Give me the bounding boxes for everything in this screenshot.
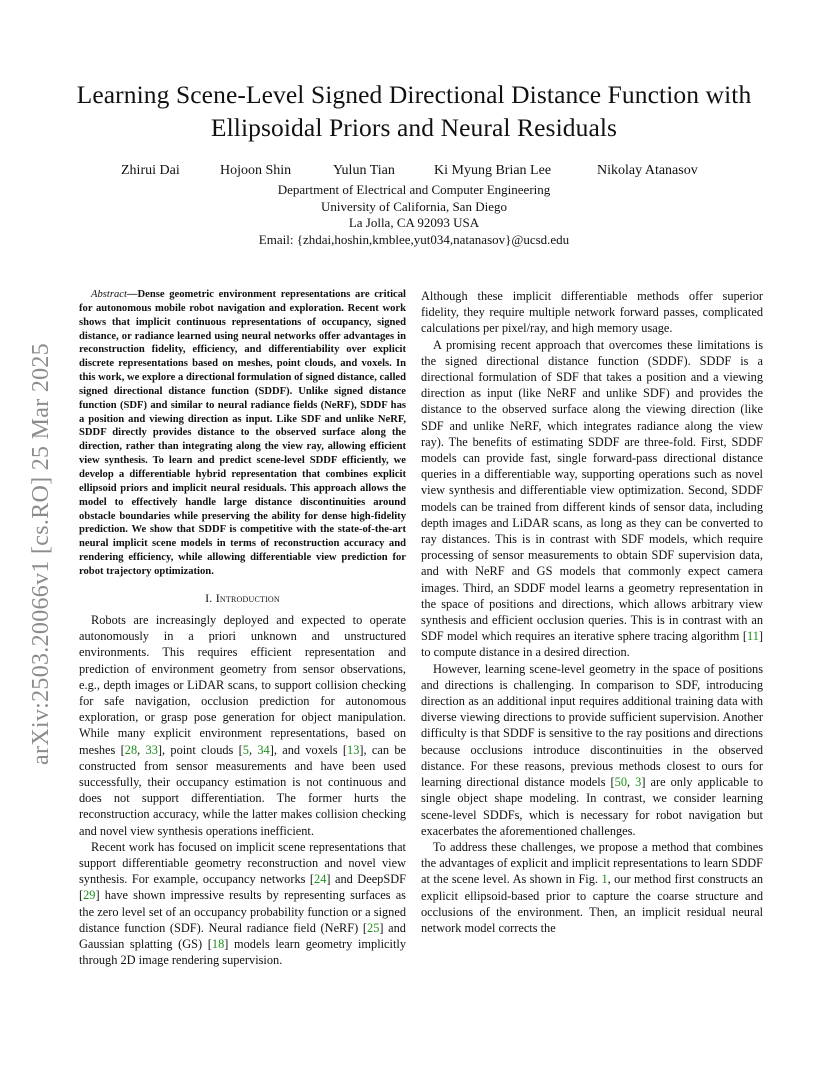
right-column [421, 288, 763, 936]
paragraph: Recent work has focused on implicit scene representations that support differentiable geometry reconstruction and novel view synthesis. For example, occupancy networks [24] and DeepSDF [29] have shown impressive results by representing surfaces as the zero level set of an occupancy probability function or a signed distance function (SDF). Neural radiance field (NeRF) [25] and Gaussian splatting (GS) [18] models learn geometry implicitly through 2D image rendering supervision. [79, 839, 406, 968]
abstract-text: —Dense geometric environment representations are critical for autonomous mobile robot navigation and exploration. Recent work shows that implicit continuous representations of occupancy, signed distance, or radiance learned using neural networks offer advantages in reconstruction fidelity, efficiency, and differentiability over explicit discrete representations based on meshes, point clouds, and voxels. In this work, we explore a directional formulation of signed distance, called signed directional distance function (SDDF). Unlike signed distance function (SDF) and similar to neural radiance fields (NeRF), SDDF has a position and viewing direction as input. Like SDF and unlike NeRF, SDDF directly provides distance to the observed surface along the direction, rather than integrating along the view ray, allowing efficient view synthesis. To learn and predict scene-level SDDF efficiently, we develop a differentiable hybrid representation that combines explicit ellipsoid priors and implicit neural residuals. This approach allows the model to effectively handle large distance discontinuities around obstacle boundaries while preserving the ability for dense high-fidelity prediction. We show that SDDF is competitive with the state-of-the-art neural implicit scene models in terms of reconstruction accuracy and rendering efficiency, while allowing differentiable view prediction for robot trajectory optimization. [79, 289, 406, 577]
paragraph: Robots are increasingly deployed and expected to operate autonomously in a priori unknown and unstructured environments. This requires efficient representation and prediction of environment geometry from sensor observations, e.g., depth images or LiDAR scans, to support collision checking for safe navigation, occlusion prediction for autonomous exploration, or grasp pose generation for object manipulation. While many explicit environment representations, based on meshes [28, 33], point clouds [5, 34], and voxels [13], can be constructed from sensor measurements and have been used successfully, their occupancy estimation is not continuous and does not support differentiation. The former hurts the reconstruction accuracy, while the latter makes collision checking and novel view synthesis operations inefficient. [79, 612, 407, 838]
citation-link[interactable]: 50 [614, 775, 628, 790]
citation-link[interactable]: 5 [242, 742, 249, 757]
author-name: Yulun Tian [333, 163, 395, 178]
paragraph: However, learning scene-level geometry in the space of positions and directions is challenging. In comparison to SDF, introducing direction as an additional input requires additional training data with diverse viewing directions to provide sufficient supervision. Another difficulty is that SDDF is sensitive to the ray positions and directions because occlusions introduce discontinuities in the observed distance. For these reasons, previous methods closest to ours for learning directional distance models [50, 3] are only applicable to single object shape modeling. In contrast, we consider learning scene-level SDDFs, which is necessary for robot navigation but exacerbates the aforementioned challenges. [421, 661, 764, 838]
author-name: Zhirui Dai [121, 163, 180, 178]
section-number: I. [205, 590, 216, 605]
affiliation-block [0, 182, 828, 248]
address: La Jolla, CA 92093 USA [348, 215, 480, 230]
section-title: Introduction [215, 590, 280, 605]
citation-link[interactable]: 18 [211, 936, 225, 951]
paragraph: To address these challenges, we propose a method that combines the advantages of explicit and implicit representations to learn SDDF at the scene level. As shown in Fig. 1, our method first constructs an explicit ellipsoid-based prior to capture the coarse structure and occlusions of the environment. Then, an implicit residual neural network model corrects the [421, 839, 763, 935]
paragraph: Although these implicit differentiable methods offer superior fidelity, they require multiple network forward passes, complicated calculations per pixel/ray, and high memory usage. [421, 289, 763, 336]
author-name: Nikolay Atanasov [597, 163, 698, 178]
author-name: Ki Myung Brian Lee [434, 163, 552, 178]
citation-link[interactable]: 25 [367, 920, 380, 935]
email: Email: {zhdai,hoshin,kmblee,yut034,natanasov}@ucsd.edu [258, 231, 570, 247]
citation-link[interactable]: 28 [124, 742, 138, 757]
left-column [79, 288, 406, 968]
figure-link[interactable]: 1 [601, 872, 608, 887]
section-heading [79, 590, 406, 606]
paragraph: A promising recent approach that overcomes these limitations is the signed directional distance function (SDDF). SDDF is a directional formulation of SDF that takes a position and a viewing direction as input (like NeRF and unlike SDF) and provides the distance to the observed surface along the viewing direction (like SDF and unlike NeRF, which integrates radiance along the view ray). The benefits of estimating SDDF are three-fold. First, SDDF models can provide fast, single forward-pass directional distance queries in a differentiable way, supporting operations such as novel view synthesis and differentiable view optimization. Second, SDDF models can be trained from different kinds of sensor data, including depth images and LiDAR scans, as long as they can be converted to ray distances. This is in contrast with SDF models, which require processing of sensor measurements to obtain SDF supervision data, and with NeRF and GS models that commonly expect camera images. Third, an SDDF model learns a geometry representation in the space of positions and directions, which allows arbitrary view synthesis and efficient occlusion queries. This is in contrast with an SDF model which requires an iterative sphere tracing algorithm [11] to compute distance in a desired direction. [421, 337, 763, 660]
abstract [79, 288, 406, 579]
citation-link[interactable]: 13 [347, 742, 360, 757]
department: Department of Electrical and Computer Engineering [277, 182, 551, 197]
abstract-label: Abstract [91, 289, 127, 300]
citation-link[interactable]: 34 [257, 742, 270, 757]
citation-link[interactable]: 24 [314, 872, 327, 887]
paper-title: Learning Scene-Level Signed Directional Distance Function with Ellipsoidal Priors and Neural Residuals [76, 80, 752, 142]
arxiv-stamp: arXiv:2503.20066v1 [cs.RO] 25 Mar 2025 [28, 342, 54, 765]
citation-link[interactable]: 29 [83, 888, 96, 903]
author-name: Hojoon Shin [220, 163, 292, 178]
citation-link[interactable]: 33 [145, 742, 158, 757]
citation-link[interactable]: 11 [746, 629, 759, 644]
citation-link[interactable]: 3 [635, 775, 642, 790]
university: University of California, San Diego [321, 198, 507, 214]
